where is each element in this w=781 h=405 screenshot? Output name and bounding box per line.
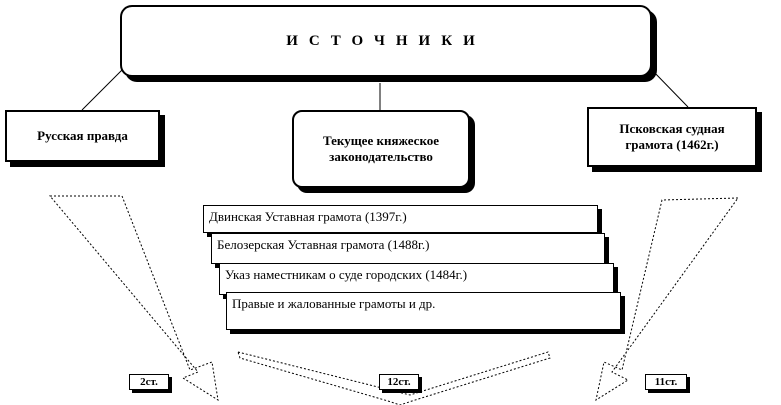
century-label-right xyxy=(645,374,687,390)
charter-label: Указ наместникам о суде городских (1484г.) xyxy=(225,267,468,282)
charter-ukaz xyxy=(219,263,614,295)
title-text: ИСТОЧНИКИ xyxy=(286,32,486,49)
charter-dvinskaya xyxy=(203,205,598,233)
arrow-left xyxy=(50,196,218,400)
title-box xyxy=(120,5,652,77)
century-label-middle xyxy=(379,374,419,390)
source-middle-label: Текущее княжеское законодательство xyxy=(322,133,440,164)
charter-label: Белозерская Уставная грамота (1488г.) xyxy=(217,237,430,252)
charter-belozerskaya xyxy=(211,233,605,264)
source-right-label: Псковская судная грамота (1462г.) xyxy=(619,121,725,152)
source-left-label: Русская правда xyxy=(37,128,128,143)
connector-right xyxy=(652,70,688,107)
century-left-text: 2ст. xyxy=(140,376,158,388)
century-label-left xyxy=(129,374,169,390)
charter-label: Правые и жалованные грамоты и др. xyxy=(232,296,436,311)
source-pskov-charter xyxy=(587,107,757,167)
century-middle-text: 12ст. xyxy=(387,376,411,388)
century-right-text: 11ст. xyxy=(654,376,678,388)
charter-pravye xyxy=(226,292,621,330)
source-russkaya-pravda xyxy=(5,110,160,162)
source-princely-legislation xyxy=(292,110,470,188)
connector-left xyxy=(82,70,122,110)
charter-label: Двинская Уставная грамота (1397г.) xyxy=(209,209,407,224)
